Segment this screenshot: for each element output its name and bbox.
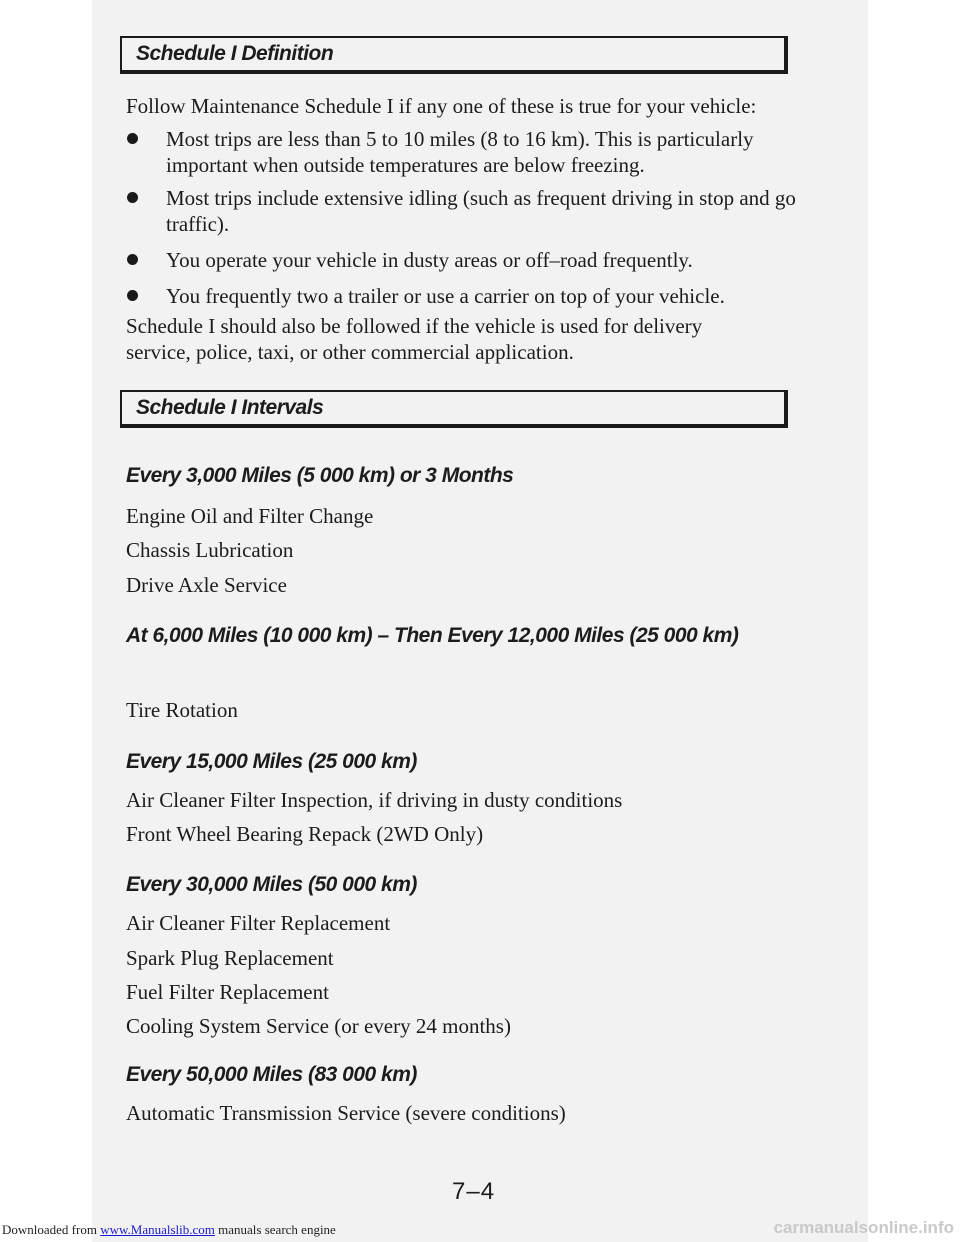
definition-bullet-list <box>126 126 806 309</box>
service-item: Fuel Filter Replacement <box>126 980 329 1004</box>
bullet-item <box>126 126 806 178</box>
service-item: Spark Plug Replacement <box>126 946 334 970</box>
service-item: Air Cleaner Filter Inspection, if driving in dusty conditions <box>126 788 623 812</box>
interval-heading-30000: Every 30,000 Miles (50 000 km) <box>126 873 417 896</box>
definition-intro: Follow Maintenance Schedule I if any one of these is true for your vehicle: <box>126 94 757 118</box>
service-item: Engine Oil and Filter Change <box>126 504 374 528</box>
interval-heading-3000: Every 3,000 Miles (5 000 km) or 3 Months <box>126 464 514 487</box>
bullet-text: Most trips include extensive idling (such as frequent driving in stop and go traffic). <box>166 186 796 236</box>
bullet-item <box>126 185 806 237</box>
manualslib-link[interactable]: www.Manualslib.com <box>100 1222 215 1237</box>
bullet-text: You frequently two a trailer or use a carrier on top of your vehicle. <box>166 284 725 308</box>
interval-heading-15000: Every 15,000 Miles (25 000 km) <box>126 750 417 773</box>
interval-heading-6000: At 6,000 Miles (10 000 km) – Then Every 12,000 Miles (25 000 km) <box>126 624 739 647</box>
service-item: Drive Axle Service <box>126 573 287 597</box>
service-item: Cooling System Service (or every 24 months) <box>126 1014 511 1038</box>
watermark: carmanualsonline.info <box>773 1218 954 1237</box>
service-item: Chassis Lubrication <box>126 538 294 562</box>
footer-suffix: manuals search engine <box>214 1222 336 1237</box>
schedule-intervals-heading: Schedule I Intervals <box>120 390 788 428</box>
service-item: Front Wheel Bearing Repack (2WD Only) <box>126 822 484 846</box>
bullet-text: Most trips are less than 5 to 10 miles (8 to 16 km). This is particularly important when outside temperatures are below freezing. <box>166 127 754 177</box>
bullet-item <box>126 283 806 309</box>
page-number: 7–4 <box>452 1178 496 1205</box>
schedule-definition-heading: Schedule I Definition <box>120 36 788 74</box>
bullet-item <box>126 247 806 273</box>
download-footer <box>2 1222 336 1238</box>
bullet-icon <box>127 290 138 301</box>
footer-prefix: Downloaded from <box>2 1222 101 1237</box>
bullet-text: You operate your vehicle in dusty areas or off–road frequently. <box>166 248 693 272</box>
interval-heading-50000: Every 50,000 Miles (83 000 km) <box>126 1063 417 1086</box>
service-item: Air Cleaner Filter Replacement <box>126 911 391 935</box>
definition-note: Schedule I should also be followed if the vehicle is used for delivery service, police, taxi, or other commercial application. <box>126 314 703 364</box>
bullet-icon <box>127 192 138 203</box>
bullet-icon <box>127 133 138 144</box>
service-item: Tire Rotation <box>126 698 238 722</box>
service-item: Automatic Transmission Service (severe conditions) <box>126 1101 566 1125</box>
bullet-icon <box>127 254 138 265</box>
